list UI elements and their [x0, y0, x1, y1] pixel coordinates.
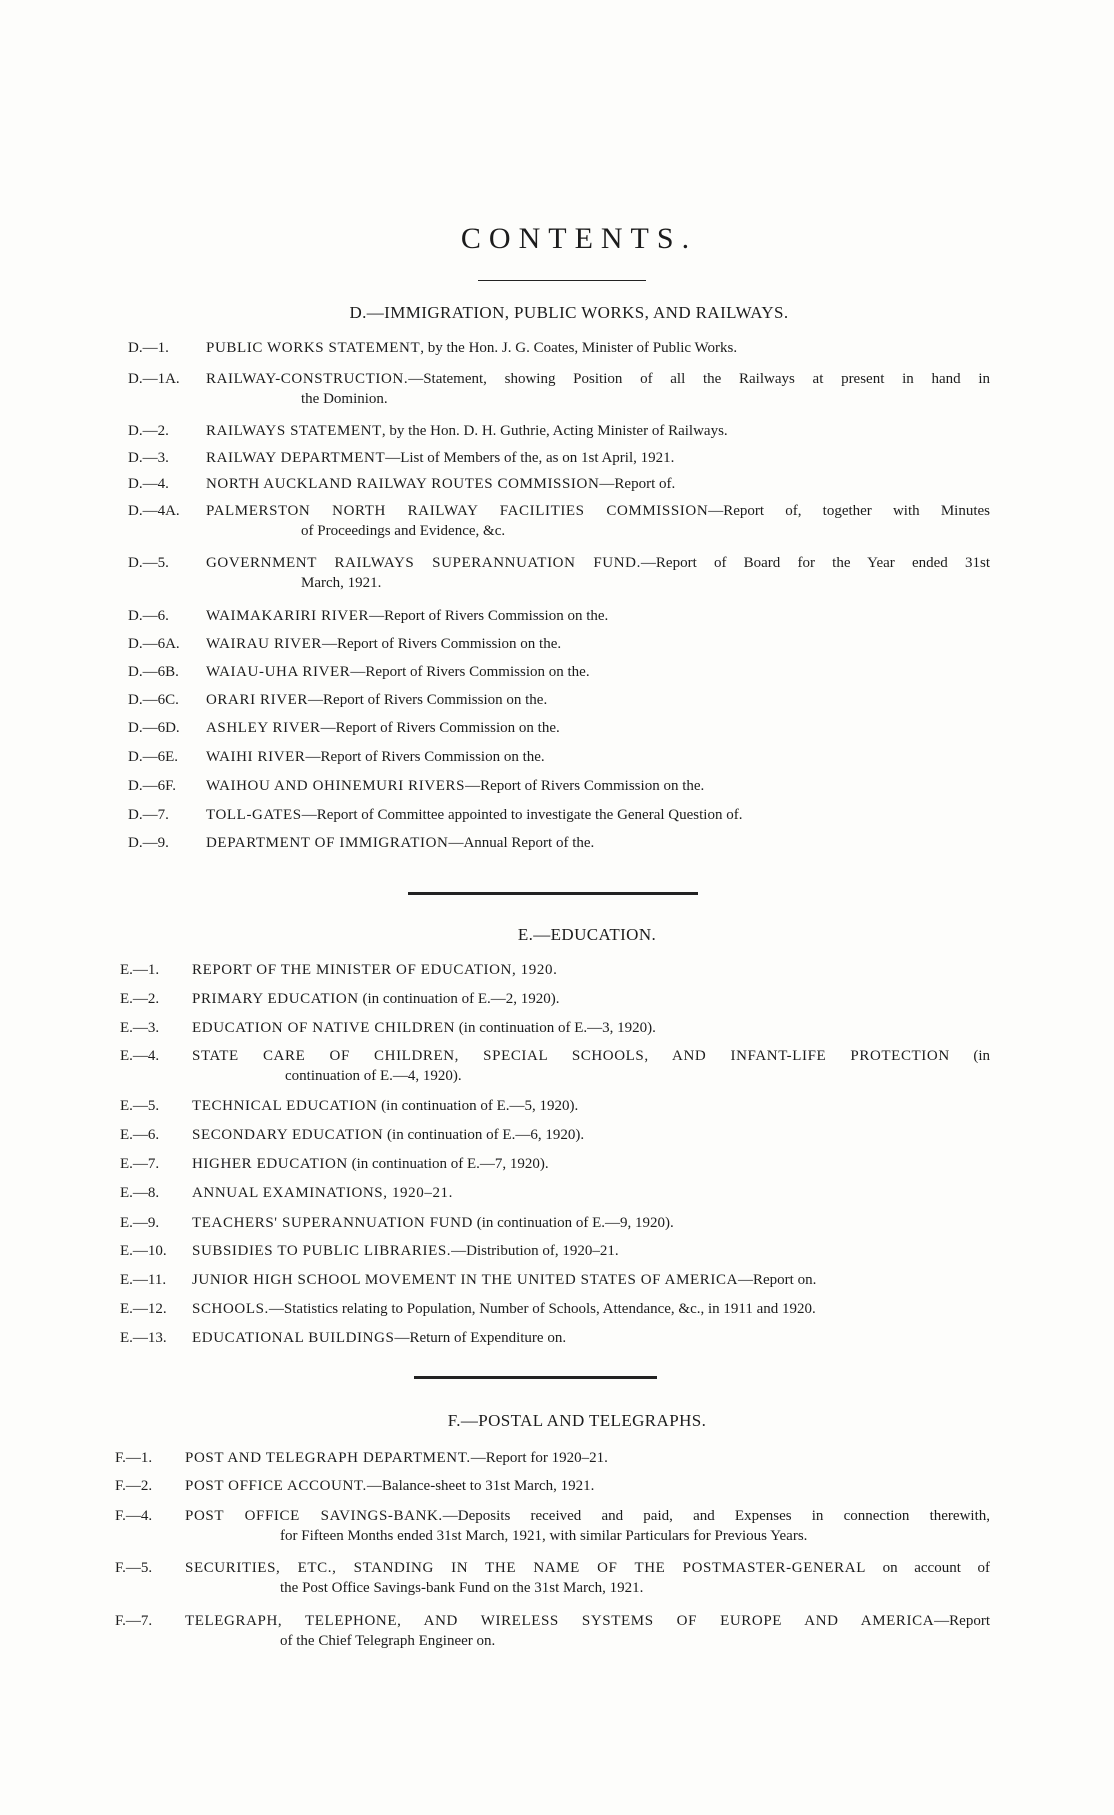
entry-first-line — [192, 1096, 990, 1116]
entry-text — [192, 1183, 990, 1203]
entry-description: —Report of Committee appointed to investigate the General Question of. — [301, 807, 743, 823]
entry-title: RAILWAY-CONSTRUCTION. — [206, 371, 409, 387]
entry-description: on account of — [865, 1560, 990, 1576]
entry-text — [192, 1270, 990, 1290]
entry-text — [192, 1241, 990, 1261]
entry-description: —Report of Rivers Commission on the. — [465, 778, 705, 794]
entry-title: PALMERSTON NORTH RAILWAY FACILITIES COMMISSION — [206, 503, 709, 519]
entry-description: , by the Hon. J. G. Coates, Minister of Public Works. — [420, 340, 738, 356]
entry-text — [192, 989, 990, 1009]
entry-first-line — [192, 1213, 990, 1233]
contents-entry — [115, 1611, 990, 1651]
entry-text — [206, 606, 990, 626]
section-heading-f: F.—POSTAL AND TELEGRAPHS. — [447, 1411, 707, 1430]
entry-first-line — [192, 960, 990, 980]
entry-first-line — [185, 1611, 990, 1631]
entry-code: D.—9. — [128, 835, 169, 851]
entry-text — [192, 960, 990, 980]
entry-text — [192, 1018, 990, 1038]
contents-entry — [120, 1096, 990, 1116]
entry-first-line — [185, 1506, 990, 1526]
contents-entry — [115, 1558, 990, 1598]
entry-first-line — [192, 1328, 990, 1348]
contents-entry — [128, 474, 990, 494]
contents-entry — [128, 448, 990, 468]
entry-first-line — [206, 634, 990, 654]
entry-description: —Annual Report of the. — [448, 835, 595, 851]
entry-title: TELEGRAPH, TELEPHONE, AND WIRELESS SYSTEMS OF EUROPE AND AMERICA — [185, 1613, 935, 1629]
contents-entry — [128, 747, 990, 767]
entry-first-line — [192, 1270, 990, 1290]
entry-text — [185, 1611, 990, 1651]
entry-description: —Report for 1920–21. — [470, 1450, 608, 1466]
entry-code: D.—7. — [128, 807, 169, 823]
entry-title: POST OFFICE ACCOUNT. — [185, 1478, 367, 1494]
entry-code: F.—4. — [115, 1508, 153, 1524]
entry-first-line — [185, 1476, 990, 1496]
entry-description: —Return of Expenditure on. — [394, 1330, 567, 1346]
entry-title: ANNUAL EXAMINATIONS, 1920–21. — [192, 1185, 453, 1201]
entry-first-line — [206, 421, 990, 441]
entry-first-line — [206, 776, 990, 796]
entry-title: SECURITIES, ETC., STANDING IN THE NAME OF THE POSTMASTER-GENERAL — [185, 1560, 866, 1576]
entry-title: WAIHI RIVER — [206, 749, 306, 765]
entry-description: —Report of, together with Minutes — [708, 503, 990, 519]
entry-code: E.—3. — [120, 1020, 160, 1036]
entry-first-line — [206, 553, 990, 573]
entry-code: D.—6. — [128, 608, 169, 624]
entry-first-line — [192, 1125, 990, 1145]
entry-text — [185, 1558, 990, 1598]
entry-text — [185, 1476, 990, 1496]
entry-code: D.—6C. — [128, 692, 179, 708]
entry-description: —Balance-sheet to 31st March, 1921. — [366, 1478, 595, 1494]
page-title: CONTENTS. — [460, 222, 698, 255]
entry-description: , by the Hon. D. H. Guthrie, Acting Minister of Railways. — [381, 423, 728, 439]
entry-title: SECONDARY EDUCATION — [192, 1127, 384, 1143]
entry-code: D.—6F. — [128, 778, 176, 794]
entry-description: —Report — [934, 1613, 990, 1629]
contents-entry — [120, 1241, 990, 1261]
entry-title: PUBLIC WORKS STATEMENT — [206, 340, 421, 356]
entry-text — [206, 690, 990, 710]
entry-description: —Statistics relating to Population, Number of Schools, Attendance, &c., in 1911 and 1920. — [268, 1301, 816, 1317]
section-heading-d: D.—IMMIGRATION, PUBLIC WORKS, AND RAILWAYS. — [349, 303, 789, 322]
contents-entry — [120, 1125, 990, 1145]
entry-first-line — [206, 747, 990, 767]
entry-text — [206, 833, 990, 853]
entry-text — [206, 448, 990, 468]
entry-first-line — [206, 690, 990, 710]
entry-first-line — [192, 1154, 990, 1174]
entry-first-line — [192, 989, 990, 1009]
entry-title: WAIHOU AND OHINEMURI RIVERS — [206, 778, 466, 794]
entry-title: SUBSIDIES TO PUBLIC LIBRARIES. — [192, 1243, 452, 1259]
entry-text — [192, 1328, 990, 1348]
entry-description: —Statement, showing Position of all the Railways at present in hand in — [408, 371, 990, 387]
entry-text — [206, 501, 990, 541]
section-heading-e: E.—EDUCATION. — [517, 925, 657, 944]
entry-text — [206, 634, 990, 654]
entry-description: (in continuation of E.—6, 1920). — [383, 1127, 585, 1143]
entry-text — [192, 1154, 990, 1174]
entry-continuation: March, 1921. — [301, 575, 382, 591]
contents-entry — [120, 1018, 990, 1038]
entry-first-line — [192, 1183, 990, 1203]
entry-text — [192, 1213, 990, 1233]
entry-continuation: the Dominion. — [301, 391, 388, 407]
entry-code: D.—6E. — [128, 749, 178, 765]
entry-title: SCHOOLS. — [192, 1301, 269, 1317]
entry-title: STATE CARE OF CHILDREN, SPECIAL SCHOOLS, AND INFANT-LIFE PROTECTION — [192, 1048, 950, 1064]
entry-text — [206, 338, 990, 358]
contents-entry — [128, 553, 990, 593]
contents-entry — [120, 1154, 990, 1174]
entry-title: RAILWAY DEPARTMENT — [206, 450, 386, 466]
entry-text — [206, 747, 990, 767]
contents-entry — [128, 776, 990, 796]
entry-text — [206, 718, 990, 738]
entry-text — [206, 553, 990, 593]
entry-description: —List of Members of the, as on 1st April, 1921. — [385, 450, 675, 466]
entry-title: TOLL-GATES — [206, 807, 302, 823]
entry-continuation: of the Chief Telegraph Engineer on. — [280, 1633, 496, 1649]
entry-description: —Report of. — [599, 476, 676, 492]
entry-first-line — [185, 1558, 990, 1578]
entry-first-line — [192, 1018, 990, 1038]
entry-description: —Report of Rivers Commission on the. — [320, 720, 560, 736]
entry-code: D.—3. — [128, 450, 169, 466]
entry-text — [192, 1299, 990, 1319]
contents-entry — [120, 1299, 990, 1319]
contents-entry — [128, 501, 990, 541]
contents-entry — [128, 718, 990, 738]
entry-code: E.—12. — [120, 1301, 167, 1317]
entry-first-line — [206, 501, 990, 521]
entry-title: ASHLEY RIVER — [206, 720, 321, 736]
entry-description: —Report of Rivers Commission on the. — [321, 636, 562, 652]
entry-text — [206, 421, 990, 441]
entry-continuation: continuation of E.—4, 1920). — [285, 1068, 462, 1084]
entry-description: —Report of Rivers Commission on the. — [305, 749, 545, 765]
entry-text — [206, 805, 990, 825]
contents-entry — [128, 662, 990, 682]
contents-entry — [128, 690, 990, 710]
contents-entry — [128, 805, 990, 825]
entry-title: REPORT OF THE MINISTER OF EDUCATION, 1920. — [192, 962, 558, 978]
entry-description: (in continuation of E.—2, 1920). — [358, 991, 560, 1007]
entry-description: (in continuation of E.—5, 1920). — [377, 1098, 579, 1114]
contents-entry — [128, 606, 990, 626]
entry-code: E.—2. — [120, 991, 160, 1007]
contents-entry — [128, 338, 990, 358]
entry-code: E.—7. — [120, 1156, 160, 1172]
entry-title: WAIAU-UHA RIVER — [206, 664, 351, 680]
entry-description: (in — [949, 1048, 991, 1064]
entry-description: —Distribution of, 1920–21. — [451, 1243, 619, 1259]
entry-title: NORTH AUCKLAND RAILWAY ROUTES COMMISSION — [206, 476, 600, 492]
entry-code: E.—9. — [120, 1215, 160, 1231]
entry-first-line — [206, 718, 990, 738]
contents-entry — [120, 989, 990, 1009]
entry-text — [206, 474, 990, 494]
entry-title: JUNIOR HIGH SCHOOL MOVEMENT IN THE UNITED STATES OF AMERICA — [192, 1272, 739, 1288]
entry-code: F.—1. — [115, 1450, 153, 1466]
entry-description: —Report of Rivers Commission on the. — [308, 692, 548, 708]
entry-description: —Report of Rivers Commission on the. — [369, 608, 609, 624]
entry-title: GOVERNMENT RAILWAYS SUPERANNUATION FUND. — [206, 555, 641, 571]
title-rule — [478, 280, 646, 281]
entry-code: F.—5. — [115, 1560, 153, 1576]
contents-entry — [120, 1183, 990, 1203]
entry-first-line — [192, 1046, 990, 1066]
entry-code: F.—2. — [115, 1478, 153, 1494]
entry-description: (in continuation of E.—9, 1920). — [472, 1215, 674, 1231]
entry-continuation: the Post Office Savings-bank Fund on the 31st March, 1921. — [280, 1580, 644, 1596]
entry-first-line — [206, 369, 990, 389]
contents-entry — [128, 421, 990, 441]
entry-text — [206, 776, 990, 796]
entry-title: EDUCATIONAL BUILDINGS — [192, 1330, 395, 1346]
entry-text — [192, 1125, 990, 1145]
entry-code: D.—1A. — [128, 371, 180, 387]
entry-title: WAIRAU RIVER — [206, 636, 322, 652]
entry-first-line — [206, 606, 990, 626]
entry-description: —Report on. — [738, 1272, 817, 1288]
entry-code: F.—7. — [115, 1613, 153, 1629]
entry-continuation: for Fifteen Months ended 31st March, 1921, with similar Particulars for Previous Years. — [280, 1528, 808, 1544]
entry-code: D.—6D. — [128, 720, 180, 736]
entry-code: D.—2. — [128, 423, 169, 439]
entry-title: TECHNICAL EDUCATION — [192, 1098, 378, 1114]
section-divider — [414, 1376, 657, 1379]
entry-title: TEACHERS' SUPERANNUATION FUND — [192, 1215, 473, 1231]
entry-first-line — [206, 662, 990, 682]
entry-description: —Report of Board for the Year ended 31st — [640, 555, 990, 571]
entry-first-line — [206, 833, 990, 853]
entry-code: D.—4A. — [128, 503, 180, 519]
entry-description: (in continuation of E.—7, 1920). — [347, 1156, 549, 1172]
entry-title: WAIMAKARIRI RIVER — [206, 608, 370, 624]
entry-code: E.—10. — [120, 1243, 167, 1259]
contents-entry — [115, 1476, 990, 1496]
entry-title: PRIMARY EDUCATION — [192, 991, 359, 1007]
entry-code: E.—8. — [120, 1185, 160, 1201]
entry-description: —Report of Rivers Commission on the. — [350, 664, 590, 680]
entry-description: (in continuation of E.—3, 1920). — [455, 1020, 656, 1036]
entry-first-line — [192, 1241, 990, 1261]
entry-first-line — [206, 474, 990, 494]
entry-title: HIGHER EDUCATION — [192, 1156, 348, 1172]
contents-entry — [128, 634, 990, 654]
entry-first-line — [206, 338, 990, 358]
entry-code: E.—5. — [120, 1098, 160, 1114]
entry-text — [185, 1506, 990, 1546]
entry-code: D.—6B. — [128, 664, 179, 680]
entry-text — [192, 1096, 990, 1116]
entry-code: E.—11. — [120, 1272, 167, 1288]
contents-entry — [120, 1213, 990, 1233]
entry-title: RAILWAYS STATEMENT — [206, 423, 382, 439]
entry-first-line — [206, 448, 990, 468]
entry-code: D.—1. — [128, 340, 169, 356]
section-divider — [408, 892, 698, 895]
contents-entry — [120, 1046, 990, 1086]
entry-title: EDUCATION OF NATIVE CHILDREN — [192, 1020, 456, 1036]
contents-entry — [115, 1506, 990, 1546]
entry-title: ORARI RIVER — [206, 692, 309, 708]
entry-text — [192, 1046, 990, 1086]
contents-entry — [115, 1448, 990, 1468]
entry-title: POST OFFICE SAVINGS-BANK. — [185, 1508, 443, 1524]
entry-first-line — [185, 1448, 990, 1468]
contents-entry — [128, 369, 990, 409]
entry-text — [206, 662, 990, 682]
contents-entry — [120, 1328, 990, 1348]
entry-code: E.—1. — [120, 962, 160, 978]
entry-text — [206, 369, 990, 409]
entry-first-line — [192, 1299, 990, 1319]
contents-entry — [120, 1270, 990, 1290]
entry-title: DEPARTMENT OF IMMIGRATION — [206, 835, 449, 851]
entry-code: E.—6. — [120, 1127, 160, 1143]
entry-text — [185, 1448, 990, 1468]
entry-code: D.—5. — [128, 555, 169, 571]
entry-code: D.—6A. — [128, 636, 180, 652]
entry-code: E.—4. — [120, 1048, 160, 1064]
contents-entry — [128, 833, 990, 853]
entry-title: POST AND TELEGRAPH DEPARTMENT. — [185, 1450, 471, 1466]
entry-code: D.—4. — [128, 476, 169, 492]
contents-entry — [120, 960, 990, 980]
entry-continuation: of Proceedings and Evidence, &c. — [301, 523, 506, 539]
entry-description: —Deposits received and paid, and Expenses in connection therewith, — [442, 1508, 990, 1524]
entry-code: E.—13. — [120, 1330, 167, 1346]
entry-first-line — [206, 805, 990, 825]
